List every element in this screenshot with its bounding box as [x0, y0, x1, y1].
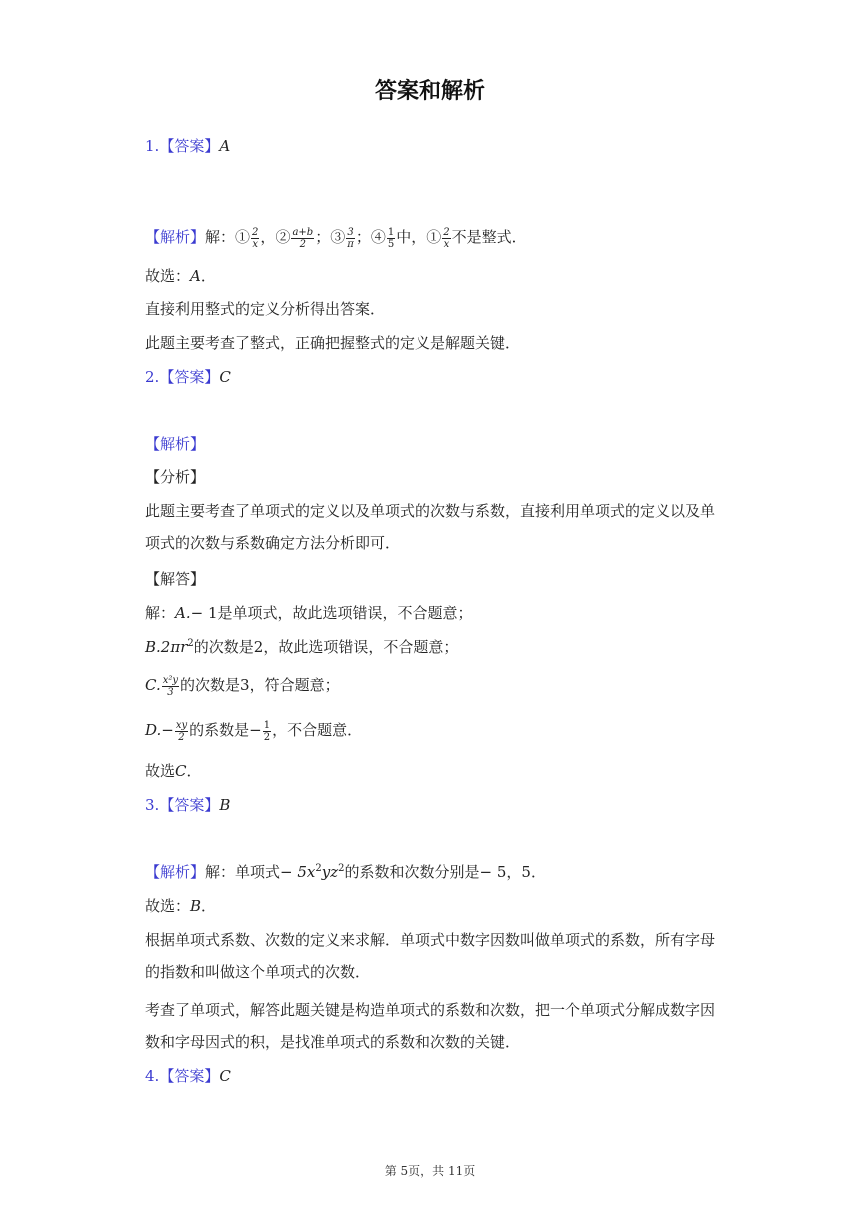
q4-answer: C	[219, 1067, 231, 1085]
q3-answer-line	[145, 795, 230, 815]
q3-choice-line: 故选：B．	[145, 897, 217, 915]
q1-analysis-line: 【解析】解：① $\frac{2}{x}$ ，② $\frac{a+b}{2}$ ；③ $\frac{3}{\pi}$ ；④ $\frac{1}{5}$ 中，① $\frac{2}{x}$ 不是整式．	[145, 226, 527, 250]
q1-line-3: 直接利用整式的定义分析得出答案．	[145, 300, 386, 318]
q1-answer: A	[219, 137, 231, 155]
q1-answer-tag: 【答案】	[159, 137, 220, 155]
q3-analysis-line: 【解析】解：单项式− $5x^2yz^2$的系数和次数分别是− 5，5．	[145, 863, 546, 881]
q2-option-b: $B.2\pi r^2$的次数是2，故此选项错误，不合题意；	[145, 638, 459, 656]
q3-answer-tag: 【答案】	[159, 796, 220, 814]
page-footer: 第 5页，共 11页	[384, 1164, 476, 1178]
q1-line-4: 此题主要考查了整式，正确把握整式的定义是解题关键．	[145, 334, 521, 352]
q2-d-coef-fraction: $\frac{1}{2}$	[263, 719, 271, 743]
q4-answer-line	[145, 1066, 231, 1086]
circled-1: ①	[235, 228, 251, 246]
circled-4: ④	[370, 228, 386, 246]
q2-option-d: D.− $\frac{xy}{2}$ 的系数是− $\frac{1}{2}$ ，不合题意．	[145, 719, 363, 743]
q1-fraction-3: $\frac{3}{\pi}$	[347, 226, 354, 250]
q1-fraction-1: $\frac{2}{x}$	[252, 226, 259, 250]
q2-option-a: 解：A.− 1是单项式，故此选项错误，不合题意；	[145, 604, 473, 622]
q1-answer-line	[145, 136, 230, 156]
q3-paragraph-1: 根据单项式系数、次数的定义来求解．单项式中数字因数叫做单项式的系数，所有字母的指数和叫做这个单项式的次数．	[145, 931, 716, 981]
q2-paragraph: 此题主要考查了单项式的定义以及单项式的次数与系数，直接利用单项式的定义以及单项式的次数与系数确定方法分析即可．	[145, 502, 716, 552]
q2-answer: C	[219, 368, 231, 386]
q2-jieda-tag: 【解答】	[145, 570, 206, 588]
q2-answer-tag: 【答案】	[159, 368, 220, 386]
q2-fenxi-tag: 【分析】	[145, 468, 206, 486]
circled-1-again: ①	[426, 228, 442, 246]
q2-choice-line: 故选C．	[145, 762, 202, 780]
q2-option-c: C. $\frac{\text{x²y}}{3}$ 的次数是3，符合题意；	[145, 674, 340, 698]
q3-paragraph-2: 考查了单项式，解答此题关键是构造单项式的系数和次数，把一个单项式分解成数字因数和字母因式的积，是找准单项式的系数和次数的关键．	[145, 1001, 716, 1051]
q4-number: 4.	[145, 1067, 160, 1085]
q1-choice-line: 故选：A．	[145, 267, 216, 285]
q2-number: 2.	[145, 368, 160, 386]
q1-fraction-2: $\frac{a+b}{2}$	[292, 226, 314, 250]
q1-number: 1.	[145, 137, 160, 155]
q2-c-fraction: $\frac{\text{x²y}}{3}$	[162, 674, 179, 698]
q2-d-fraction: $\frac{xy}{2}$	[175, 719, 188, 743]
q3-answer: B	[219, 796, 231, 814]
circled-2: ②	[275, 228, 291, 246]
q1-analysis-tag: 【解析】	[145, 228, 206, 246]
q1-jie: 解：	[205, 228, 236, 246]
q2-analysis-tag: 【解析】	[145, 435, 206, 453]
q2-answer-line	[145, 367, 231, 387]
q1-fraction-5: $\frac{2}{x}$	[443, 226, 450, 250]
page-title: 答案和解析	[374, 79, 485, 104]
circled-3: ③	[330, 228, 346, 246]
q1-fraction-4: $\frac{1}{5}$	[387, 226, 395, 250]
q4-answer-tag: 【答案】	[159, 1067, 220, 1085]
q3-number: 3.	[145, 796, 160, 814]
q3-analysis-tag: 【解析】	[145, 863, 206, 881]
